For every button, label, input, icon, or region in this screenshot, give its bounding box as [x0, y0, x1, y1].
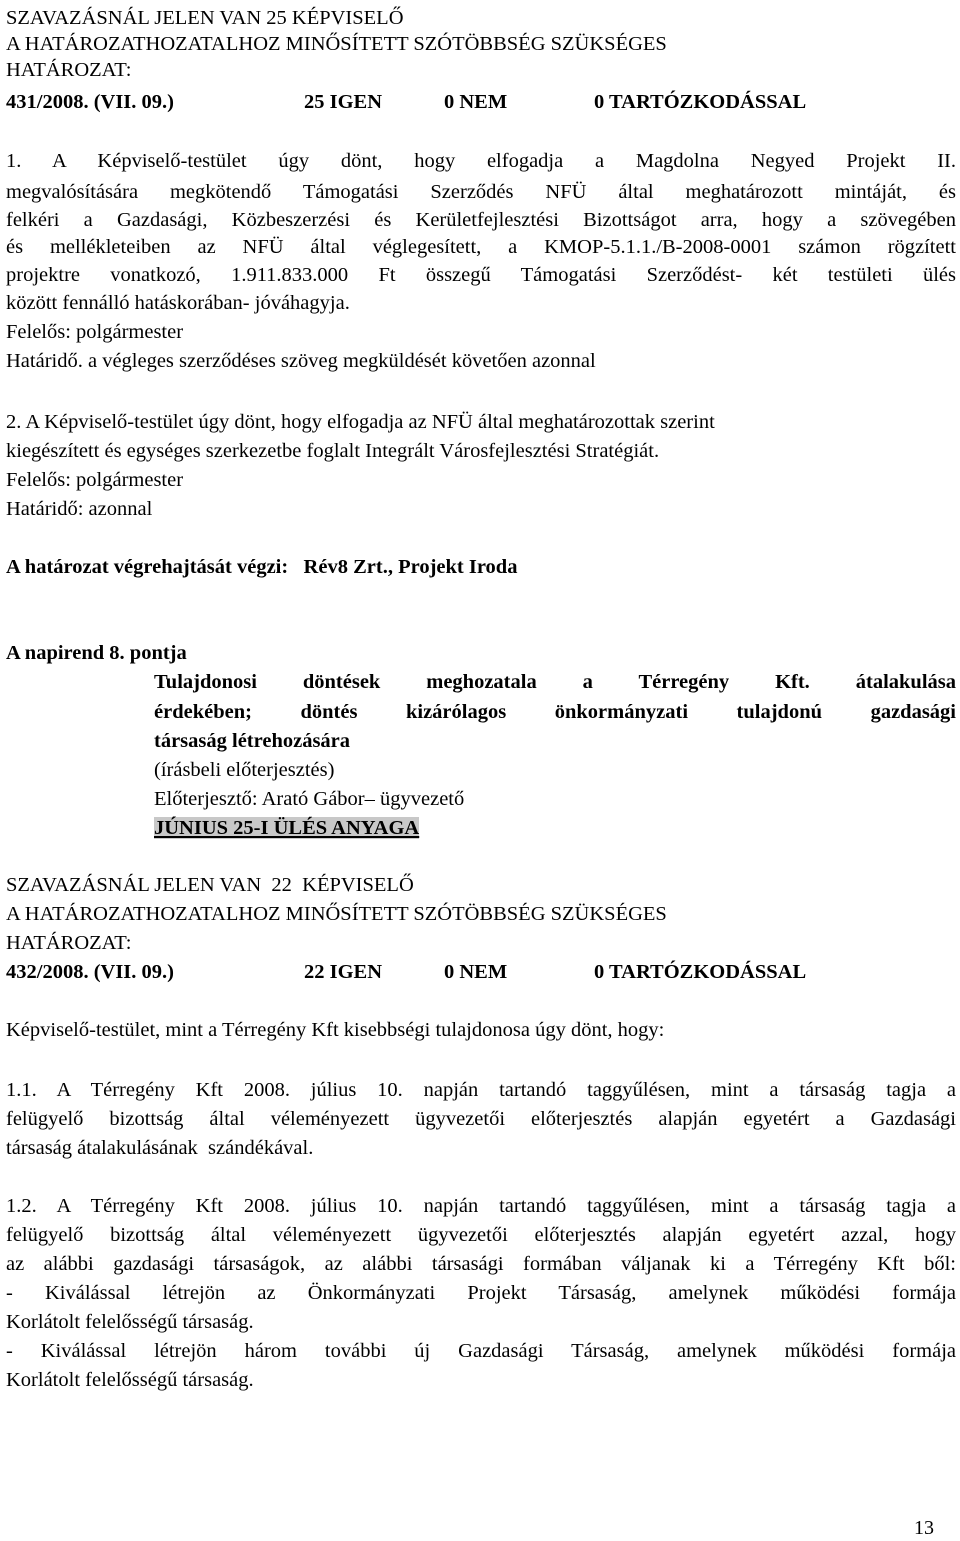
res2-p12-line-5: Korlátolt felelősségű társaság. — [6, 1311, 254, 1333]
res1-line-6: között fennálló hatáskorában- jóváhagyja. — [6, 292, 350, 314]
vote1-result — [6, 89, 806, 115]
res2-p12-line-1: 1.2. A Térregény Kft 2008. július 10. napján tartandó taggyűlésen, mint a társaság tagja a — [6, 1195, 956, 1217]
res1-responsible: Felelős: polgármester — [6, 321, 184, 343]
vote2-result — [6, 959, 806, 985]
res2-p11-line-1: 1.1. A Térregény Kft 2008. július 10. napján tartandó taggyűlésen, mint a társaság tagja a — [6, 1079, 956, 1101]
vote1-yes: 25 IGEN — [304, 91, 383, 113]
res1-line-2: megvalósítására megkötendő Támogatási Szerződés NFÜ által meghatározott mintáját, és — [6, 181, 956, 203]
res2-p11-line-2: felügyelő bizottság által véleményezett ügyvezetői előterjesztés alapján egyetért a Gazdasági — [6, 1108, 956, 1130]
vote1-label: HATÁROZAT: — [6, 59, 132, 81]
vote1-abstain: 0 TARTÓZKODÁSSAL — [594, 91, 807, 113]
agenda-title-line-3: társaság létrehozására — [154, 730, 351, 752]
vote1-number: 431/2008. (VII. 09.) — [6, 91, 174, 113]
res1-item2-deadline: Határidő: azonnal — [6, 498, 153, 520]
vote1-presence: SZAVAZÁSNÁL JELEN VAN 25 KÉPVISELŐ — [6, 7, 404, 29]
res2-p12-line-2: felügyelő bizottság által véleményezett ügyvezetői előterjesztés alapján egyetért azzal, hogy — [6, 1224, 956, 1246]
page-number: 13 — [914, 1517, 934, 1539]
vote2-no: 0 NEM — [444, 961, 508, 983]
vote2-presence: SZAVAZÁSNÁL JELEN VAN 22 KÉPVISELŐ — [6, 874, 414, 896]
agenda-session-highlight: JÚNIUS 25-I ÜLÉS ANYAGA — [154, 817, 420, 839]
res2-p12-line-6: - Kiválással létrejön három további új Gazdasági Társaság, amelynek működési formája — [6, 1340, 956, 1362]
res1-deadline: Határidő. a végleges szerződéses szöveg megküldését követően azonnal — [6, 350, 596, 372]
res2-p11-line-3: társaság átalakulásának szándékával. — [6, 1137, 314, 1159]
agenda-presenter: Előterjesztő: Arató Gábor– ügyvezető — [154, 788, 465, 810]
res1-line-3: felkéri a Gazdasági, Közbeszerzési és Kerületfejlesztési Bizottságot arra, hogy a szövegében — [6, 209, 956, 231]
vote1-no: 0 NEM — [444, 91, 508, 113]
agenda-title-line-2: érdekében; döntés kizárólagos önkormányzati tulajdonú gazdasági — [154, 701, 956, 723]
res2-intro: Képviselő-testület, mint a Térregény Kft kisebbségi tulajdonosa úgy dönt, hogy: — [6, 1019, 665, 1041]
res2-p12-line-7: Korlátolt felelősségű társaság. — [6, 1369, 254, 1391]
res1-line-5: projektre vonatkozó, 1.911.833.000 Ft összegű Támogatási Szerződést- két testületi ülés — [6, 264, 956, 286]
res1-line-4: és mellékleteiben az NFÜ által véglegesített, a KMOP-5.1.1./B-2008-0001 számon rögzített — [6, 236, 956, 258]
res1-executor: A határozat végrehajtását végzi: Rév8 Zrt., Projekt Iroda — [6, 556, 518, 578]
vote2-label: HATÁROZAT: — [6, 932, 132, 954]
res1-item2-line-2: kiegészített és egységes szerkezetbe foglalt Integrált Városfejlesztési Stratégiát. — [6, 440, 660, 462]
agenda-label: A napirend 8. pontja — [6, 642, 187, 664]
vote2-number: 432/2008. (VII. 09.) — [6, 961, 174, 983]
res2-p12-line-4: - Kiválással létrejön az Önkormányzati Projekt Társaság, amelynek működési formája — [6, 1282, 956, 1304]
res1-item2-line-1: 2. A Képviselő-testület úgy dönt, hogy elfogadja az NFÜ által meghatározottak szerint — [6, 411, 715, 433]
res1-line-1: 1. A Képviselő-testület úgy dönt, hogy elfogadja a Magdolna Negyed Projekt II. — [6, 150, 956, 172]
res1-item2-responsible: Felelős: polgármester — [6, 469, 184, 491]
agenda-type: (írásbeli előterjesztés) — [154, 759, 335, 781]
vote2-abstain: 0 TARTÓZKODÁSSAL — [594, 961, 807, 983]
agenda-session — [154, 815, 419, 841]
agenda-title-line-1: Tulajdonosi döntések meghozatala a Térregény Kft. átalakulása — [154, 671, 956, 693]
res2-p12-line-3: az alábbi gazdasági társaságok, az alábbi társasági formában váljanak ki a Térregény Kft ből: — [6, 1253, 956, 1275]
vote2-majority: A HATÁROZATHOZATALHOZ MINŐSÍTETT SZÓTÖBBSÉG SZÜKSÉGES — [6, 903, 667, 925]
vote2-yes: 22 IGEN — [304, 961, 383, 983]
vote1-majority: A HATÁROZATHOZATALHOZ MINŐSÍTETT SZÓTÖBBSÉG SZÜKSÉGES — [6, 33, 667, 55]
